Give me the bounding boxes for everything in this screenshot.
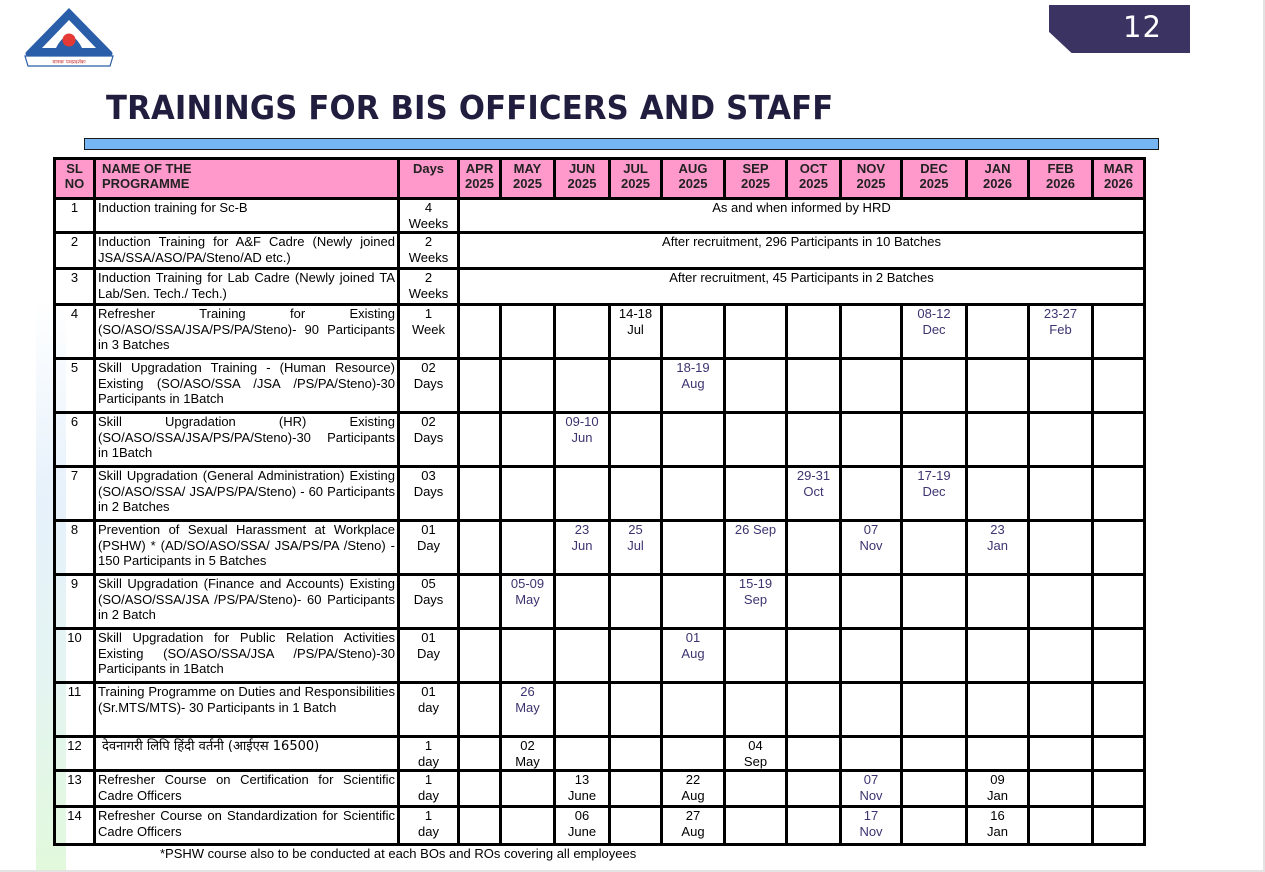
- cell-month-sep: [725, 359, 787, 413]
- cell-month-mar: [1093, 305, 1145, 359]
- cell-month-nov: [841, 683, 902, 737]
- cell-month-dec: [902, 771, 967, 807]
- schedule-date-aug: 22 Aug: [662, 771, 725, 807]
- cell-sl-no: 2: [55, 233, 95, 269]
- cell-month-may: [501, 467, 555, 521]
- cell-month-jan: [967, 413, 1029, 467]
- cell-month-jul: [610, 737, 662, 771]
- cell-sl-no: 10: [55, 629, 95, 683]
- cell-sl-no: 3: [55, 269, 95, 305]
- table-row: [55, 467, 1145, 521]
- cell-programme-name: [95, 737, 399, 771]
- cell-month-mar: [1093, 629, 1145, 683]
- schedule-date-aug: 01 Aug: [662, 629, 725, 683]
- cell-month-aug: [662, 521, 725, 575]
- cell-month-may: [501, 771, 555, 807]
- cell-month-apr: [459, 629, 501, 683]
- cell-month-mar: [1093, 521, 1145, 575]
- table-row: [55, 807, 1145, 845]
- cell-month-jun: [555, 305, 610, 359]
- header-month-jan: JAN 2026: [967, 159, 1029, 199]
- table-body: [55, 199, 1145, 845]
- schedule-date-jun: 13 June: [555, 771, 610, 807]
- cell-programme-name: [95, 359, 399, 413]
- cell-programme-name: [95, 305, 399, 359]
- cell-sl-no: 6: [55, 413, 95, 467]
- table-row: [55, 629, 1145, 683]
- schedule-date-may: 05-09 May: [501, 575, 555, 629]
- title-underline-bar: [84, 138, 1159, 150]
- cell-schedule-note: As and when informed by HRD: [459, 199, 1145, 233]
- schedule-date-nov: 07 Nov: [841, 771, 902, 807]
- cell-sl-no: 9: [55, 575, 95, 629]
- cell-days: 2 Weeks: [399, 269, 459, 305]
- cell-month-jan: [967, 629, 1029, 683]
- cell-month-jul: [610, 629, 662, 683]
- cell-sl-no: 4: [55, 305, 95, 359]
- cell-month-oct: [787, 771, 841, 807]
- cell-month-jul: [610, 771, 662, 807]
- cell-month-sep: [725, 807, 787, 845]
- cell-month-feb: [1029, 683, 1093, 737]
- cell-month-jul: [610, 575, 662, 629]
- cell-month-jul: [610, 683, 662, 737]
- cell-programme-name: [95, 521, 399, 575]
- schedule-date-sep: 04 Sep: [725, 737, 787, 771]
- header-month-dec: DEC 2025: [902, 159, 967, 199]
- table-row: [55, 199, 1145, 233]
- schedule-date-may: 26 May: [501, 683, 555, 737]
- cell-programme-name: [95, 199, 399, 233]
- cell-month-dec: [902, 629, 967, 683]
- cell-days: 1 Week: [399, 305, 459, 359]
- schedule-date-jun: 06 June: [555, 807, 610, 845]
- cell-month-may: [501, 629, 555, 683]
- header-month-apr: APR 2025: [459, 159, 501, 199]
- cell-month-dec: [902, 807, 967, 845]
- cell-days: 01 day: [399, 683, 459, 737]
- page-title: TRAININGS FOR BIS OFFICERS AND STAFF: [106, 88, 834, 127]
- table-row: [55, 521, 1145, 575]
- cell-month-oct: [787, 305, 841, 359]
- cell-month-jun: [555, 359, 610, 413]
- programme-name-text: Skill Upgradation for Public Relation Activities Existing (SO/ASO/SSA/JSA /PS/PA/Steno)-30 Participants in 1Batch: [98, 630, 395, 676]
- programme-name-text: Skill Upgradation (HR) Existing (SO/ASO/SSA/JSA/PS/PA/Steno)-30 Participants in 1Batch: [98, 414, 395, 460]
- cell-month-jan: [967, 737, 1029, 771]
- cell-month-dec: [902, 575, 967, 629]
- programme-name-text: Training Programme on Duties and Responsibilities (Sr.MTS/MTS)- 30 Participants in 1 Batch: [98, 684, 395, 715]
- schedule-date-jun: 09-10 Jun: [555, 413, 610, 467]
- cell-month-nov: [841, 305, 902, 359]
- schedule-date-jul: 14-18 Jul: [610, 305, 662, 359]
- cell-month-mar: [1093, 737, 1145, 771]
- table-row: [55, 683, 1145, 737]
- header-month-sep: SEP 2025: [725, 159, 787, 199]
- schedule-date-jun: 23 Jun: [555, 521, 610, 575]
- header-month-jun: JUN 2025: [555, 159, 610, 199]
- cell-month-oct: [787, 629, 841, 683]
- cell-programme-name: [95, 807, 399, 845]
- cell-month-jan: [967, 305, 1029, 359]
- programme-name-text: Refresher Course on Certification for Scientific Cadre Officers: [98, 772, 395, 803]
- schedule-date-jan: 16 Jan: [967, 807, 1029, 845]
- cell-programme-name: [95, 771, 399, 807]
- cell-month-apr: [459, 521, 501, 575]
- programme-name-text: देवनागरी लिपि हिंदी वर्तनी (आईएस 16500): [102, 739, 320, 754]
- schedule-date-may: 02 May: [501, 737, 555, 771]
- cell-month-apr: [459, 575, 501, 629]
- cell-month-apr: [459, 467, 501, 521]
- schedule-date-dec: 17-19 Dec: [902, 467, 967, 521]
- table-row: [55, 575, 1145, 629]
- cell-month-aug: [662, 683, 725, 737]
- cell-month-nov: [841, 629, 902, 683]
- cell-month-nov: [841, 359, 902, 413]
- cell-programme-name: [95, 629, 399, 683]
- logo-red-dot-icon: [63, 34, 76, 47]
- training-schedule-table: [53, 157, 1146, 846]
- cell-month-apr: [459, 737, 501, 771]
- cell-month-oct: [787, 521, 841, 575]
- cell-month-nov: [841, 737, 902, 771]
- page-number: 12: [1123, 10, 1162, 44]
- cell-schedule-note: After recruitment, 45 Participants in 2 Batches: [459, 269, 1145, 305]
- cell-month-oct: [787, 575, 841, 629]
- schedule-date-aug: 18-19 Aug: [662, 359, 725, 413]
- cell-month-apr: [459, 771, 501, 807]
- cell-month-mar: [1093, 359, 1145, 413]
- cell-days: 2 Weeks: [399, 233, 459, 269]
- cell-month-apr: [459, 807, 501, 845]
- programme-name-text: Prevention of Sexual Harassment at Workplace (PSHW) * (AD/SO/ASO/SSA/ JSA/PS/PA /Steno) - 150 Participants in 5 Batches: [98, 522, 395, 568]
- cell-month-feb: [1029, 467, 1093, 521]
- cell-month-jun: [555, 737, 610, 771]
- header-month-oct: OCT 2025: [787, 159, 841, 199]
- cell-month-jan: [967, 359, 1029, 413]
- programme-name-text: Skill Upgradation (General Administration) Existing (SO/ASO/SSA/ JSA/PS/PA/Steno) - 60 Participants in 2 Batches: [98, 468, 395, 514]
- schedule-date-sep: 26 Sep: [725, 521, 787, 575]
- programme-name-text: Skill Upgradation Training - (Human Resource) Existing (SO/ASO/SSA /JSA /PS/PA/Steno)-30 Participants in 1Batch: [98, 360, 395, 406]
- cell-month-dec: [902, 359, 967, 413]
- cell-days: 05 Days: [399, 575, 459, 629]
- header-month-nov: NOV 2025: [841, 159, 902, 199]
- cell-month-feb: [1029, 771, 1093, 807]
- cell-sl-no: 14: [55, 807, 95, 845]
- cell-month-may: [501, 359, 555, 413]
- cell-month-feb: [1029, 629, 1093, 683]
- cell-month-mar: [1093, 771, 1145, 807]
- cell-month-feb: [1029, 807, 1093, 845]
- cell-month-sep: [725, 771, 787, 807]
- table-row: [55, 305, 1145, 359]
- cell-days: 1 day: [399, 737, 459, 771]
- cell-month-jun: [555, 575, 610, 629]
- schedule-date-feb: 23-27 Feb: [1029, 305, 1093, 359]
- cell-month-aug: [662, 575, 725, 629]
- cell-days: 4 Weeks: [399, 199, 459, 233]
- cell-month-jul: [610, 467, 662, 521]
- cell-month-jun: [555, 629, 610, 683]
- schedule-date-nov: 07 Nov: [841, 521, 902, 575]
- cell-month-sep: [725, 305, 787, 359]
- cell-programme-name: [95, 575, 399, 629]
- cell-month-may: [501, 807, 555, 845]
- programme-name-text: Refresher Course on Standardization for Scientific Cadre Officers: [98, 808, 395, 839]
- cell-month-apr: [459, 305, 501, 359]
- cell-month-may: [501, 413, 555, 467]
- cell-schedule-note: After recruitment, 296 Participants in 10 Batches: [459, 233, 1145, 269]
- cell-month-nov: [841, 575, 902, 629]
- cell-month-feb: [1029, 359, 1093, 413]
- cell-month-apr: [459, 413, 501, 467]
- schedule-date-jan: 23 Jan: [967, 521, 1029, 575]
- cell-month-apr: [459, 683, 501, 737]
- cell-month-oct: [787, 359, 841, 413]
- footnote: *PSHW course also to be conducted at each BOs and ROs covering all employees: [160, 846, 637, 861]
- schedule-date-dec: 08-12 Dec: [902, 305, 967, 359]
- cell-month-feb: [1029, 413, 1093, 467]
- cell-month-mar: [1093, 413, 1145, 467]
- header-days: Days: [399, 159, 459, 199]
- cell-month-aug: [662, 413, 725, 467]
- cell-month-jul: [610, 413, 662, 467]
- header-month-feb: FEB 2026: [1029, 159, 1093, 199]
- schedule-date-sep: 15-19 Sep: [725, 575, 787, 629]
- cell-days: 1 day: [399, 807, 459, 845]
- header-sl-no: SL NO: [55, 159, 95, 199]
- cell-month-jun: [555, 467, 610, 521]
- cell-sl-no: 5: [55, 359, 95, 413]
- cell-month-mar: [1093, 683, 1145, 737]
- header-month-may: MAY 2025: [501, 159, 555, 199]
- header-month-aug: AUG 2025: [662, 159, 725, 199]
- cell-month-dec: [902, 683, 967, 737]
- schedule-date-jan: 09 Jan: [967, 771, 1029, 807]
- cell-month-aug: [662, 305, 725, 359]
- logo-caption: मानकः पथप्रदर्शकः: [52, 59, 86, 66]
- cell-sl-no: 8: [55, 521, 95, 575]
- schedule-date-jul: 25 Jul: [610, 521, 662, 575]
- cell-sl-no: 7: [55, 467, 95, 521]
- cell-month-may: [501, 305, 555, 359]
- table-row: [55, 771, 1145, 807]
- cell-month-dec: [902, 521, 967, 575]
- cell-month-jan: [967, 467, 1029, 521]
- cell-programme-name: [95, 413, 399, 467]
- cell-sl-no: 12: [55, 737, 95, 771]
- cell-days: 02 Days: [399, 413, 459, 467]
- header-programme-name: NAME OF THE PROGRAMME: [95, 159, 399, 199]
- cell-month-may: [501, 521, 555, 575]
- cell-month-nov: [841, 413, 902, 467]
- cell-programme-name: [95, 269, 399, 305]
- cell-days: 01 Day: [399, 521, 459, 575]
- cell-month-dec: [902, 737, 967, 771]
- table-row: [55, 737, 1145, 771]
- cell-month-oct: [787, 807, 841, 845]
- header-month-jul: JUL 2025: [610, 159, 662, 199]
- table-row: [55, 233, 1145, 269]
- header-month-mar: MAR 2026: [1093, 159, 1145, 199]
- programme-name-text: Induction training for Sc-B: [98, 200, 248, 215]
- cell-month-oct: [787, 413, 841, 467]
- programme-name-text: Skill Upgradation (Finance and Accounts) Existing (SO/ASO/SSA/JSA /PS/PA/Steno)- 60 Participants in 2 Batch: [98, 576, 395, 622]
- cell-month-mar: [1093, 575, 1145, 629]
- cell-month-dec: [902, 413, 967, 467]
- cell-month-jul: [610, 359, 662, 413]
- schedule-date-nov: 17 Nov: [841, 807, 902, 845]
- cell-days: 01 Day: [399, 629, 459, 683]
- cell-month-feb: [1029, 521, 1093, 575]
- cell-days: 03 Days: [399, 467, 459, 521]
- cell-month-aug: [662, 467, 725, 521]
- cell-month-jul: [610, 807, 662, 845]
- programme-name-text: Refresher Training for Existing (SO/ASO/SSA/JSA/PS/PA/Steno)- 90 Participants in 3 Batches: [98, 306, 395, 352]
- programme-name-text: Induction Training for Lab Cadre (Newly joined TA Lab/Sen. Tech./ Tech.): [98, 270, 395, 301]
- cell-days: 02 Days: [399, 359, 459, 413]
- table-header-row: [55, 159, 1145, 199]
- cell-month-jan: [967, 683, 1029, 737]
- cell-month-sep: [725, 413, 787, 467]
- cell-days: 1 day: [399, 771, 459, 807]
- cell-month-mar: [1093, 467, 1145, 521]
- schedule-date-aug: 27 Aug: [662, 807, 725, 845]
- cell-month-feb: [1029, 737, 1093, 771]
- cell-programme-name: [95, 467, 399, 521]
- schedule-date-oct: 29-31 Oct: [787, 467, 841, 521]
- cell-sl-no: 13: [55, 771, 95, 807]
- cell-month-aug: [662, 737, 725, 771]
- cell-month-jun: [555, 683, 610, 737]
- cell-month-sep: [725, 683, 787, 737]
- cell-programme-name: [95, 233, 399, 269]
- cell-month-oct: [787, 737, 841, 771]
- table-row: [55, 269, 1145, 305]
- cell-sl-no: 1: [55, 199, 95, 233]
- table-row: [55, 359, 1145, 413]
- cell-month-sep: [725, 629, 787, 683]
- cell-month-oct: [787, 683, 841, 737]
- cell-month-mar: [1093, 807, 1145, 845]
- programme-name-text: Induction Training for A&F Cadre (Newly joined JSA/SSA/ASO/PA/Steno/AD etc.): [98, 234, 395, 265]
- cell-month-feb: [1029, 575, 1093, 629]
- cell-month-sep: [725, 467, 787, 521]
- table-row: [55, 413, 1145, 467]
- cell-sl-no: 11: [55, 683, 95, 737]
- cell-month-apr: [459, 359, 501, 413]
- cell-programme-name: [95, 683, 399, 737]
- cell-month-jan: [967, 575, 1029, 629]
- bis-logo: [22, 6, 116, 70]
- cell-month-nov: [841, 467, 902, 521]
